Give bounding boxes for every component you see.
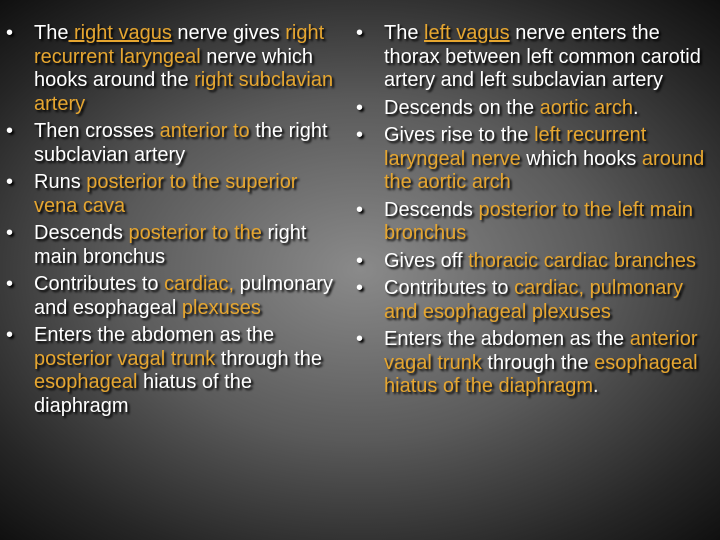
- body-text: through the: [481, 351, 595, 374]
- left-bullet-3: [6, 171, 336, 218]
- highlighted-text: cardiac,: [164, 273, 235, 295]
- body-text: Descends on the: [384, 96, 540, 119]
- body-text: the right subclavian artery: [34, 120, 328, 166]
- body-text: nerve enters the thorax between left common carotid artery and left subclavian artery: [384, 22, 701, 91]
- left-bullet-1: [6, 22, 336, 116]
- highlighted-text: aortic arch: [539, 96, 634, 119]
- highlighted-text: right vagus: [68, 22, 172, 44]
- body-text: The: [34, 22, 69, 44]
- body-text: nerve which hooks around the: [34, 45, 314, 91]
- right-bullet-2: [356, 97, 706, 121]
- right-bullet-6: [356, 277, 706, 324]
- right-bullet-1: [356, 22, 706, 93]
- right-bullet-5: [356, 250, 706, 274]
- left-bullet-4: [6, 222, 336, 269]
- body-text: .: [593, 375, 599, 397]
- highlighted-text: cardiac, pulmonary and esophageal plexuses: [384, 277, 684, 323]
- highlighted-text: posterior to the superior vena cava: [34, 171, 298, 217]
- body-text: Contributes to: [384, 277, 515, 299]
- left-bullet-6: [6, 324, 336, 418]
- body-text: Runs: [34, 171, 87, 193]
- body-text: Descends: [34, 222, 129, 244]
- body-text: right main bronchus: [34, 222, 307, 268]
- right-bullet-7: [356, 328, 706, 399]
- body-text: hiatus of the diaphragm: [34, 371, 252, 417]
- body-text: The: [384, 22, 425, 44]
- body-text: Descends: [384, 198, 479, 221]
- right-vagus-column: [356, 22, 706, 403]
- highlighted-text: esophageal: [34, 371, 138, 393]
- body-text: .: [633, 96, 639, 119]
- left-bullet-2: [6, 120, 336, 167]
- highlighted-text: right recurrent laryngeal: [34, 22, 325, 68]
- highlighted-text: posterior to the left main bronchus: [384, 198, 694, 244]
- highlighted-text: plexuses: [176, 296, 261, 319]
- right-bullet-3: [356, 124, 706, 195]
- highlighted-text: anterior to: [159, 120, 250, 142]
- body-text: pulmonary and esophageal: [34, 273, 334, 319]
- body-text: Gives rise to the: [384, 124, 535, 146]
- highlighted-text: left vagus: [424, 22, 510, 44]
- highlighted-text: around the aortic arch: [384, 147, 705, 193]
- left-bullet-5: [6, 273, 336, 320]
- right-bullet-4: [356, 199, 706, 246]
- body-text: which hooks: [520, 147, 642, 170]
- body-text: Then crosses: [34, 120, 160, 142]
- body-text: nerve gives: [171, 22, 286, 44]
- highlighted-text: posterior to the: [128, 222, 262, 244]
- body-text: Enters the abdomen as the: [384, 328, 630, 350]
- highlighted-text: anterior vagal trunk: [384, 328, 698, 374]
- body-text: through the: [215, 347, 322, 370]
- left-vagus-column: [6, 22, 336, 422]
- highlighted-text: right subclavian artery: [34, 69, 334, 115]
- highlighted-text: thoracic cardiac branches: [468, 249, 697, 272]
- highlighted-text: left recurrent laryngeal nerve: [384, 124, 647, 170]
- highlighted-text: posterior vagal trunk: [34, 347, 216, 370]
- body-text: Gives off: [384, 249, 469, 272]
- body-text: Contributes to: [34, 273, 165, 295]
- highlighted-text: esophageal hiatus of the diaphragm: [384, 351, 698, 397]
- body-text: Enters the abdomen as the: [34, 324, 275, 346]
